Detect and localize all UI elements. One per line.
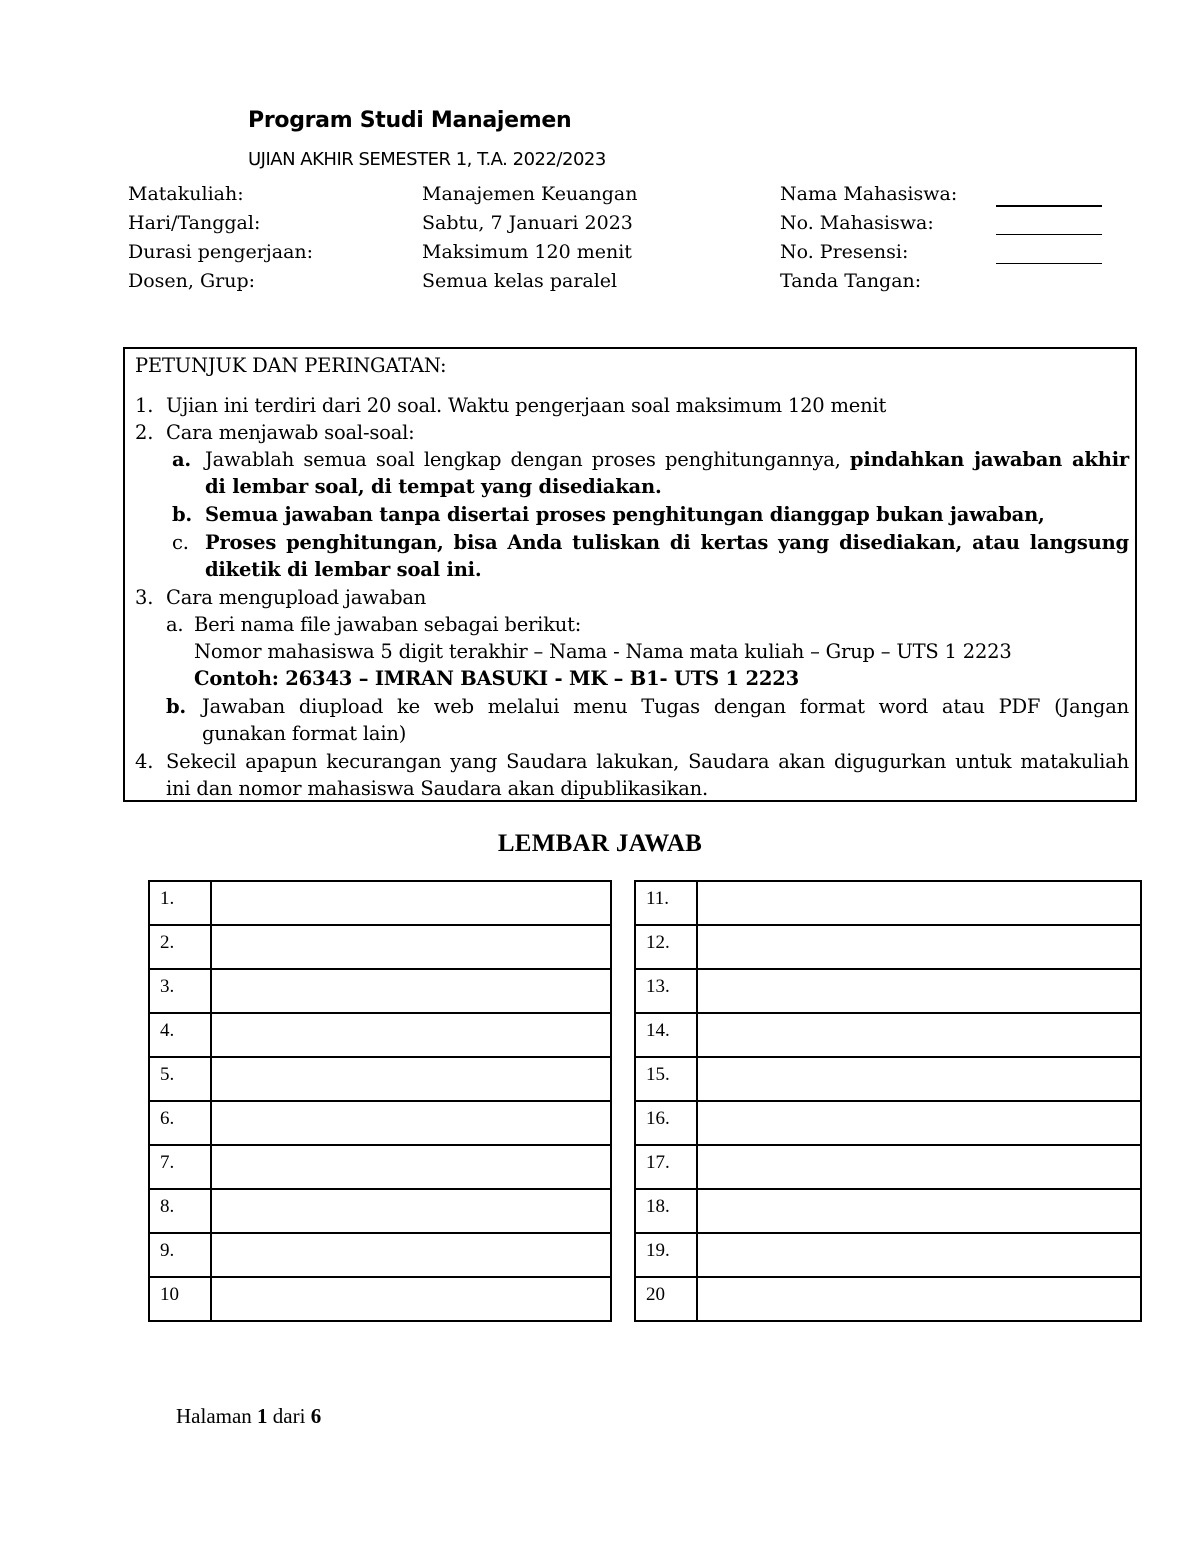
table-row [635, 1189, 1141, 1233]
footer-middle: dari [267, 1404, 311, 1428]
instruction-bold-text: pindahkan jawaban akhir [849, 448, 1129, 471]
question-number: 4. [149, 1013, 211, 1057]
question-number: 7. [149, 1145, 211, 1189]
question-number: 15. [635, 1057, 697, 1101]
info-value: Sabtu, 7 Januari 2023 [422, 212, 633, 234]
answer-cell[interactable] [211, 1057, 611, 1101]
instruction-item-2: Cara menjawab soal-soal: [166, 421, 415, 444]
table-row [635, 1057, 1141, 1101]
instruction-item-2c: Proses penghitungan, bisa Anda tuliskan di kertas yang disediakan, atau langsung [205, 531, 1129, 554]
table-row [635, 1233, 1141, 1277]
instruction-item-2c-cont: diketik di lembar soal ini. [205, 558, 482, 581]
table-row [149, 1277, 611, 1321]
answer-cell[interactable] [697, 1233, 1141, 1277]
instruction-item-4-cont: ini dan nomor mahasiswa Saudara akan dipublikasikan. [166, 777, 709, 800]
table-row [635, 1101, 1141, 1145]
question-number: 17. [635, 1145, 697, 1189]
answer-cell[interactable] [697, 1101, 1141, 1145]
instruction-item-3b-cont: gunakan format lain) [202, 722, 407, 745]
question-number: 6. [149, 1101, 211, 1145]
question-number: 2. [149, 925, 211, 969]
instructions-box [123, 347, 1137, 802]
table-row [149, 925, 611, 969]
instructions-title: PETUNJUK DAN PERINGATAN: [135, 354, 447, 377]
item-letter: c. [172, 531, 189, 554]
table-row [149, 969, 611, 1013]
info-value: Maksimum 120 menit [422, 241, 632, 263]
table-row [635, 925, 1141, 969]
info-value: Semua kelas paralel [422, 270, 618, 292]
table-row [635, 1277, 1141, 1321]
table-row [149, 1101, 611, 1145]
info-row-lecturer [128, 270, 1108, 300]
table-row [635, 1013, 1141, 1057]
item-number: 4. [135, 750, 154, 773]
instruction-item-3a: Beri nama file jawaban sebagai berikut: [194, 613, 582, 636]
item-number: 3. [135, 586, 154, 609]
file-name-format: Nomor mahasiswa 5 digit terakhir – Nama - Nama mata kuliah – Grup – UTS 1 2223 [194, 640, 1012, 663]
item-letter: b. [166, 695, 187, 718]
info-row-duration [128, 241, 1108, 271]
answer-cell[interactable] [697, 1145, 1141, 1189]
info-label: Durasi pengerjaan: [128, 241, 314, 263]
question-number: 10 [149, 1277, 211, 1321]
question-number: 8. [149, 1189, 211, 1233]
instruction-item-3b: Jawaban diupload ke web melalui menu Tugas dengan format word atau PDF (Jangan [202, 695, 1129, 718]
question-number: 18. [635, 1189, 697, 1233]
footer-prefix: Halaman [176, 1404, 258, 1428]
question-number: 12. [635, 925, 697, 969]
instruction-item-3: Cara mengupload jawaban [166, 586, 427, 609]
table-row [149, 1145, 611, 1189]
item-letter: b. [172, 503, 193, 526]
answer-cell[interactable] [697, 1057, 1141, 1101]
total-pages: 6 [310, 1404, 322, 1428]
info-right-label: Nama Mahasiswa: [780, 183, 958, 205]
answer-cell[interactable] [697, 1277, 1141, 1321]
answer-cell[interactable] [697, 925, 1141, 969]
table-row [149, 1233, 611, 1277]
table-row [149, 1013, 611, 1057]
item-letter: a. [166, 613, 184, 636]
answer-table-left [148, 880, 612, 1322]
answer-cell[interactable] [211, 1277, 611, 1321]
answer-table-right [634, 880, 1142, 1322]
program-title: Program Studi Manajemen [248, 108, 572, 133]
info-row-course [128, 183, 1108, 213]
answer-cell[interactable] [211, 1145, 611, 1189]
question-number: 16. [635, 1101, 697, 1145]
answer-cell[interactable] [211, 1013, 611, 1057]
table-row [635, 881, 1141, 925]
answer-cell[interactable] [697, 881, 1141, 925]
exam-title: UJIAN AKHIR SEMESTER 1, T.A. 2022/2023 [248, 149, 606, 170]
question-number: 13. [635, 969, 697, 1013]
answer-cell[interactable] [697, 1189, 1141, 1233]
table-row [635, 1145, 1141, 1189]
page-footer [176, 1404, 321, 1429]
answer-cell[interactable] [697, 969, 1141, 1013]
instruction-item-2a [205, 448, 1129, 471]
student-number-line [996, 234, 1102, 235]
info-right-label: No. Mahasiswa: [780, 212, 934, 234]
question-number: 19. [635, 1233, 697, 1277]
answer-cell[interactable] [211, 1189, 611, 1233]
answer-cell[interactable] [211, 925, 611, 969]
attendance-number-line [996, 263, 1102, 264]
instruction-item-1: Ujian ini terdiri dari 20 soal. Waktu pengerjaan soal maksimum 120 menit [166, 394, 887, 417]
info-label: Hari/Tanggal: [128, 212, 261, 234]
info-right-label: Tanda Tangan: [780, 270, 922, 292]
instruction-item-2a-cont: di lembar soal, di tempat yang disediakan. [205, 475, 662, 498]
table-row [149, 1189, 611, 1233]
question-number: 3. [149, 969, 211, 1013]
question-number: 14. [635, 1013, 697, 1057]
answer-cell[interactable] [211, 1101, 611, 1145]
answer-cell[interactable] [697, 1013, 1141, 1057]
info-row-date [128, 212, 1108, 242]
question-number: 9. [149, 1233, 211, 1277]
question-number: 1. [149, 881, 211, 925]
instruction-item-4: Sekecil apapun kecurangan yang Saudara lakukan, Saudara akan digugurkan untuk matakuliah [166, 750, 1129, 773]
answer-cell[interactable] [211, 1233, 611, 1277]
instruction-text: Jawablah semua soal lengkap dengan proses penghitungannya, [205, 448, 841, 471]
current-page: 1 [257, 1404, 268, 1428]
answer-cell[interactable] [211, 969, 611, 1013]
answer-cell[interactable] [211, 881, 611, 925]
student-name-line [996, 205, 1102, 207]
question-number: 5. [149, 1057, 211, 1101]
table-row [149, 881, 611, 925]
item-letter: a. [172, 448, 192, 471]
file-name-example: Contoh: 26343 – IMRAN BASUKI - MK – B1- UTS 1 2223 [194, 667, 799, 690]
question-number: 20 [635, 1277, 697, 1321]
instruction-item-2b: Semua jawaban tanpa disertai proses penghitungan dianggap bukan jawaban, [205, 503, 1045, 526]
info-label: Dosen, Grup: [128, 270, 256, 292]
answer-sheet-title: LEMBAR JAWAB [497, 830, 703, 857]
table-row [635, 969, 1141, 1013]
info-value: Manajemen Keuangan [422, 183, 638, 205]
info-right-label: No. Presensi: [780, 241, 909, 263]
item-number: 1. [135, 394, 154, 417]
item-number: 2. [135, 421, 154, 444]
table-row [149, 1057, 611, 1101]
question-number: 11. [635, 881, 697, 925]
info-label: Matakuliah: [128, 183, 244, 205]
